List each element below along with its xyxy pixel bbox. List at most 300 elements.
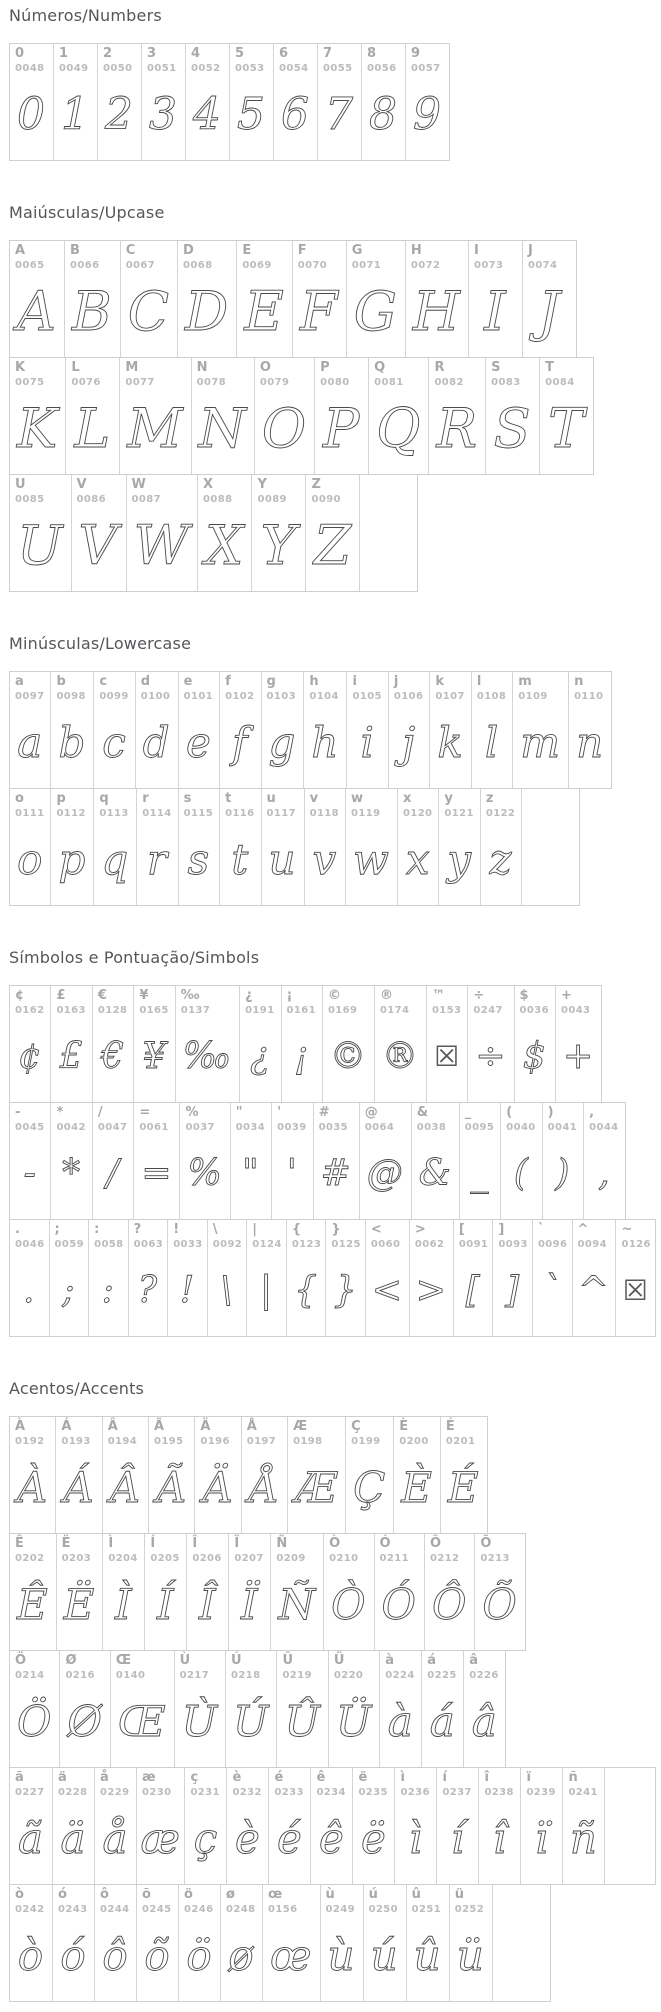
cell-glyph: è [235,1814,260,1863]
cell-glyph: g [268,718,296,767]
cell-code-label: 0122 [485,808,516,819]
charmap-cell [177,241,236,357]
charmap-cell [10,1651,59,1767]
cell-code-label: 0045 [15,1122,45,1133]
cell-char-label: ò [15,1887,24,1902]
cell-code-label: 0219 [282,1670,312,1681]
cell-code-label: 0207 [234,1553,264,1564]
cell-code-label: 0191 [245,1005,275,1016]
charmap-row [9,1102,626,1220]
cell-char-label: Ì [108,1536,114,1551]
cell-glyph: h [311,718,339,767]
charmap-cell [478,1768,520,1884]
cell-code-label: 0239 [526,1787,556,1798]
cell-code-label: 0084 [545,377,575,388]
cell-char-label: u [266,791,276,806]
cell-code-label: 0246 [184,1904,214,1915]
cell-code-label: 0063 [133,1239,164,1250]
cell-glyph: A [17,280,56,343]
charmap-cell [453,1220,493,1336]
cell-code-label: 0248 [226,1904,256,1915]
cell-char-label: b [56,674,66,689]
cell-glyph: Ì [115,1580,132,1629]
cell-code-label: 0204 [108,1553,138,1564]
charmap-cell [270,1534,323,1650]
cell-char-label: m [518,674,532,689]
charmap-cell [405,241,468,357]
cell-code-label: 0229 [100,1787,130,1798]
cell-char-label: û [411,1887,421,1902]
cell-glyph: ; [62,1270,75,1311]
cell-code-label: 0087 [131,494,161,505]
cell-code-label: 0247 [473,1005,503,1016]
charmap-cell [276,1651,327,1767]
cell-glyph: u [268,835,296,884]
cell-char-label: Ô [429,1536,442,1551]
charmap-cell [583,1103,624,1219]
cell-glyph: q [101,835,129,884]
charmap-cell [239,986,280,1102]
cell-glyph: ã [17,1814,44,1863]
cell-code-label: 0041 [547,1122,578,1133]
cell-char-label: F [297,243,307,258]
cell-glyph: b [58,718,86,767]
charmap-cell [262,1885,320,2001]
cell-glyph: Õ [482,1580,517,1629]
cell-char-label: > [414,1222,426,1237]
cell-code-label: 0169 [327,1005,358,1016]
charmap-cell [409,1220,453,1336]
cell-char-label: g [266,674,276,689]
cell-char-label: ë [358,1770,368,1785]
cell-code-label: 0252 [454,1904,485,1915]
cell-code-label: 0111 [15,808,45,819]
charmap-cell [133,1103,179,1219]
charmap-cell [287,1417,345,1533]
cell-code-label: 0053 [235,63,265,74]
cell-char-label: ] [498,1222,505,1237]
cell-code-label: 0245 [142,1904,172,1915]
cell-glyph: e [185,718,211,767]
charmap-cell [485,358,539,474]
charmap-cell [359,1103,411,1219]
cell-char-label: = [139,1105,151,1120]
cell-char-label: , [589,1105,595,1120]
cell-glyph: @ [366,1153,403,1194]
cell-char-label: ô [100,1887,109,1902]
cell-char-label: Ã [154,1419,165,1434]
charmap-cell [325,1220,365,1336]
cell-glyph: T [548,397,585,460]
charmap-cell [429,672,470,788]
cell-glyph: - [23,1153,36,1194]
cell-char-label: Â [107,1419,118,1434]
cell-char-label: ö [184,1887,193,1902]
cell-char-label: U [15,477,26,492]
cell-char-label: ï [526,1770,531,1785]
cell-char-label: e [183,674,193,689]
charmap-cell [411,1103,459,1219]
cell-code-label: 0112 [56,808,86,819]
charmap-cell [522,241,576,357]
cell-glyph: 5 [237,89,265,140]
section-lowercase [9,671,655,906]
charmap-row [9,1416,488,1534]
cell-code-label: 0114 [142,808,172,819]
cell-glyph: Ã [156,1463,187,1512]
charmap-cell [93,789,136,905]
cell-code-label: 0243 [58,1904,88,1915]
charmap-cell [50,672,93,788]
cell-char-label: Y [257,477,267,492]
cell-char-label: ä [58,1770,67,1785]
cell-char-label: 9 [411,46,421,61]
cell-glyph: ó [60,1931,86,1980]
cell-glyph: _ [470,1153,489,1194]
cell-glyph: K [17,397,58,460]
cell-code-label: 0203 [61,1553,92,1564]
cell-code-label: 0096 [537,1239,568,1250]
cell-char-label: h [309,674,319,689]
cell-glyph: Ö [17,1697,52,1746]
cell-code-label: 0226 [469,1670,499,1681]
cell-char-label: ) [547,1105,554,1120]
section-title: Números/Numbers [9,6,162,25]
cell-glyph: % [187,1153,222,1194]
cell-char-label: 8 [367,46,377,61]
cell-glyph: ? [137,1270,158,1311]
cell-char-label: T [545,360,554,375]
cell-glyph: ö [186,1931,212,1980]
cell-char-label: Ç [351,1419,361,1434]
cell-glyph: L [74,397,111,460]
charmap-cell [426,986,467,1102]
cell-glyph: ú [370,1931,398,1980]
cell-char-label: & [416,1105,429,1120]
charmap-cell [10,241,64,357]
cell-code-label: 0062 [414,1239,445,1250]
cell-char-label: k [435,674,445,689]
cell-code-label: 0079 [259,377,290,388]
cell-char-label: R [434,360,445,375]
cell-glyph: å [102,1814,128,1863]
cell-glyph: Â [109,1463,141,1512]
cell-glyph: û [413,1931,441,1980]
cell-code-label: 0230 [142,1787,172,1798]
charmap-cell [144,1534,186,1650]
cell-code-label: 0196 [200,1436,230,1447]
charmap-cell [71,475,126,591]
cell-char-label: y [444,791,453,806]
cell-code-label: 0102 [225,691,255,702]
cell-code-label: 0113 [99,808,129,819]
cell-char-label: " [235,1105,243,1120]
cell-glyph: â [471,1697,497,1746]
empty-cell [492,1885,550,2001]
cell-glyph: õ [144,1931,170,1980]
cell-char-label: ; [54,1222,60,1237]
cell-char-label: 1 [59,46,69,61]
charmap-cell [345,789,397,905]
charmap-cell [322,986,374,1102]
cell-code-label: 0228 [58,1787,88,1798]
charmap-cell [292,241,346,357]
cell-char-label: [ [458,1222,465,1237]
charmap-cell [10,789,50,905]
cell-glyph: Á [63,1463,94,1512]
cell-code-label: 0162 [15,1005,45,1016]
cell-char-label: j [393,674,399,689]
cell-char-label: } [331,1222,341,1237]
cell-glyph: ä [60,1814,86,1863]
section-numbers [9,43,655,161]
charmap-cell [136,789,177,905]
cell-glyph: 4 [193,89,221,140]
cell-code-label: 0104 [309,691,339,702]
cell-code-label: 0046 [15,1239,45,1250]
cell-glyph: à [387,1697,413,1746]
charmap-cell [148,1417,194,1533]
cell-code-label: 0082 [434,377,464,388]
cell-glyph: ï [534,1814,549,1863]
cell-char-label: 6 [279,46,289,61]
cell-code-label: 0093 [498,1239,528,1250]
cell-glyph: ) [555,1153,570,1194]
cell-glyph: ' [286,1153,297,1194]
charmap-cell [10,475,71,591]
charmap-cell [449,1885,492,2001]
section-title: Símbolos e Pontuação/Simbols [9,948,260,967]
cell-code-label: 0120 [402,808,433,819]
charmap-row [9,985,602,1103]
cell-glyph: + [562,1036,594,1077]
charmap-cell [194,1417,240,1533]
cell-glyph: Ø [67,1697,102,1746]
cell-code-label: 0109 [518,691,548,702]
cell-code-label: 0231 [190,1787,220,1798]
cell-glyph: | [259,1270,273,1311]
cell-char-label: œ [268,1887,283,1902]
cell-glyph: ç [193,1814,218,1863]
cell-code-label: 0061 [139,1122,169,1133]
cell-glyph: á [429,1697,455,1746]
charmap-cell [268,1768,310,1884]
cell-char-label: ã [15,1770,24,1785]
cell-code-label: 0128 [97,1005,128,1016]
charmap-cell [317,44,361,160]
charmap-cell [374,986,426,1102]
cell-code-label: 0161 [286,1005,316,1016]
cell-char-label: . [15,1222,20,1237]
cell-code-label: 0073 [473,260,504,271]
charmap-cell [128,1220,168,1336]
cell-glyph: X [205,514,244,577]
charmap-cell [178,672,219,788]
charmap-row [9,1533,526,1651]
cell-code-label: 0094 [577,1239,607,1250]
charmap-cell [94,1885,136,2001]
charmap-cell [346,672,387,788]
cell-code-label: 0054 [279,63,309,74]
cell-glyph: Û [284,1697,320,1746]
cell-char-label: Ä [200,1419,211,1434]
cell-code-label: 0140 [115,1670,146,1681]
charmap-cell [219,789,260,905]
cell-code-label: 0076 [71,377,101,388]
cell-code-label: 0069 [242,260,272,271]
cell-glyph: ! [179,1270,195,1311]
cell-char-label: _ [464,1105,472,1120]
charmap-cell [10,1220,49,1336]
cell-char-label: 3 [147,46,157,61]
cell-code-label: 0202 [15,1553,45,1564]
charmap-cell [178,789,219,905]
cell-char-label: C [125,243,136,258]
cell-glyph: [ [465,1270,480,1311]
cell-glyph: Œ [117,1697,166,1746]
cell-char-label: v [309,791,319,806]
cell-code-label: 0067 [125,260,156,271]
charmap-cell [397,789,438,905]
charmap-cell [261,789,304,905]
cell-glyph: ø [228,1931,254,1980]
cell-char-label: c [99,674,108,689]
cell-code-label: 0105 [352,691,382,702]
cell-char-label: ™ [431,988,445,1003]
cell-glyph: Ä [202,1463,233,1512]
cell-char-label: W [131,477,146,492]
cell-char-label: ® [379,988,393,1003]
cell-code-label: 0058 [94,1239,124,1250]
cell-char-label: 5 [235,46,245,61]
cell-glyph: N [198,397,246,460]
cell-glyph: 1 [61,89,89,140]
cell-glyph: ] [505,1270,520,1311]
cell-glyph: 3 [149,89,177,140]
cell-code-label: 0068 [183,260,213,271]
cell-char-label: B [70,243,80,258]
cell-code-label: 0249 [325,1904,355,1915]
cell-char-label: ¢ [15,988,25,1003]
cell-glyph: R [436,397,478,460]
charmap-cell [120,241,177,357]
cell-char-label: ø [226,1887,235,1902]
cell-char-label: £ [56,988,66,1003]
cell-glyph: ê [319,1814,344,1863]
cell-code-label: 0090 [311,494,341,505]
charmap-cell [225,1651,276,1767]
cell-code-label: 0119 [351,808,381,819]
cell-glyph: ` [542,1270,561,1311]
cell-glyph: Î [199,1580,216,1629]
charmap-cell [314,358,368,474]
charmap-cell [56,1534,103,1650]
cell-char-label: * [56,1105,64,1120]
charmap-cell [97,44,141,160]
character-map [9,6,655,2002]
cell-char-label: € [97,988,107,1003]
cell-code-label: 0220 [333,1670,364,1681]
cell-code-label: 0095 [464,1122,495,1133]
cell-code-label: 0033 [173,1239,203,1250]
cell-code-label: 0199 [351,1436,381,1447]
cell-char-label: Q [374,360,386,375]
cell-char-label: ü [454,1887,464,1902]
cell-char-label: s [183,791,192,806]
cell-glyph: t [231,835,249,884]
cell-char-label: Æ [293,1419,308,1434]
cell-glyph: ÷ [475,1036,506,1077]
cell-char-label: t [225,791,232,806]
cell-glyph: , [598,1153,610,1194]
cell-code-label: 0064 [364,1122,395,1133]
cell-glyph: n [576,718,604,767]
charmap-cell [102,1417,148,1533]
cell-code-label: 0059 [54,1239,84,1250]
cell-glyph: Ú [233,1697,269,1746]
cell-code-label: 0250 [368,1904,399,1915]
cell-code-label: 0108 [476,691,507,702]
cell-glyph: S [493,397,531,460]
cell-char-label: p [56,791,66,806]
cell-code-label: 0040 [506,1122,536,1133]
cell-glyph: f [232,718,248,767]
cell-glyph: Ñ [278,1580,316,1629]
charmap-cell [572,1220,616,1336]
charmap-cell [178,1885,220,2001]
cell-code-label: 0137 [180,1005,211,1016]
cell-char-label: Í [150,1536,156,1551]
charmap-cell [236,241,291,357]
cell-glyph: Ï [241,1580,258,1629]
cell-code-label: 0214 [15,1670,45,1681]
charmap-cell [281,986,322,1102]
cell-char-label: ù [325,1887,335,1902]
cell-glyph: 9 [413,89,441,140]
charmap-row [9,240,577,358]
cell-char-label: V [76,477,87,492]
charmap-cell [119,358,190,474]
charmap-cell [136,1885,178,2001]
cell-glyph: é [277,1814,302,1863]
cell-code-label: 0225 [427,1670,457,1681]
cell-char-label: Ü [333,1653,345,1668]
cell-char-label: l [476,674,482,689]
cell-char-label: I [473,243,479,258]
cell-char-label: d [140,674,151,689]
cell-char-label: â [469,1653,479,1668]
charmap-cell [286,1220,326,1336]
cell-glyph: J [538,280,560,343]
cell-code-label: 0121 [444,808,474,819]
cell-glyph: * [62,1153,81,1194]
charmap-cell [539,358,593,474]
charmap-cell [474,1534,524,1650]
cell-char-label: J [527,243,533,258]
charmap-cell [246,1220,286,1336]
charmap-cell [10,1885,52,2001]
cell-glyph: © [329,1036,366,1077]
cell-glyph: G [353,280,397,343]
cell-code-label: 0098 [56,691,86,702]
cell-char-label: È [399,1419,409,1434]
cell-glyph: y [447,835,471,884]
cell-char-label: Ë [61,1536,71,1551]
cell-char-label: Ê [15,1536,24,1551]
charmap-cell [50,1103,91,1219]
charmap-row [9,1767,656,1885]
cell-code-label: 0050 [103,63,133,74]
